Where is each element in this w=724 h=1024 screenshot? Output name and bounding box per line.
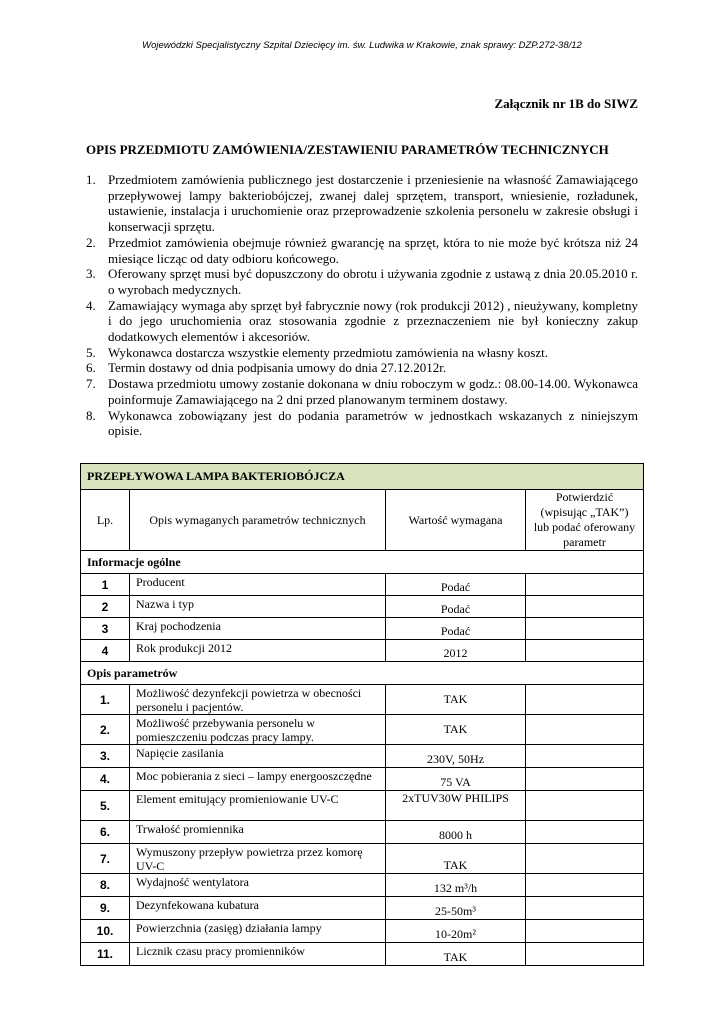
confirm-cell[interactable] — [526, 685, 644, 715]
confirm-cell[interactable] — [526, 745, 644, 768]
confirm-cell[interactable] — [526, 791, 644, 821]
table-row: 4. Moc pobierania z sieci – lampy energooszczędne 75 VA — [81, 768, 644, 791]
table-row: 1. Możliwość dezynfekcji powietrza w obecności personelu i pacjentów. TAK — [81, 685, 644, 715]
confirm-cell[interactable] — [526, 897, 644, 920]
table-row: 6. Trwałość promiennika 8000 h — [81, 821, 644, 844]
confirm-cell[interactable] — [526, 920, 644, 943]
list-item: 3. Oferowany sprzęt musi być dopuszczony do obrotu i używania zgodnie z ustawą z dnia 20.05.2010 r. o wyrobach medycznych. — [86, 266, 638, 297]
table-row: 2. Możliwość przebywania personelu w pomieszczeniu podczas pracy lampy. TAK — [81, 715, 644, 745]
list-item: 4. Zamawiający wymaga aby sprzęt był fabrycznie nowy (rok produkcji 2012) , nieużywany, kompletny i do jego uruchomienia oraz stosowania zgodnie z przeznaczeniem nie był konieczny zakup dodatkowych elementów i akcesoriów. — [86, 297, 638, 345]
group-general: Informacje ogólne — [81, 551, 644, 574]
list-item: 7. Dostawa przedmiotu umowy zostanie dokonana w dniu roboczym w godz.: 08.00-14.00. Wykonawca poinformuje Zamawiającego na 2 dni przed planowanym terminem dostawy. — [86, 376, 638, 407]
table-row: 5. Element emitujący promieniowanie UV-C 2xTUV30W PHILIPS — [81, 791, 644, 821]
table-row: 10. Powierzchnia (zasięg) działania lampy 10-20m² — [81, 920, 644, 943]
list-item: 6. Termin dostawy od dnia podpisania umowy do dnia 27.12.2012r. — [86, 360, 447, 376]
spec-table — [80, 463, 644, 966]
confirm-cell[interactable] — [526, 874, 644, 897]
list-item: 5. Wykonawca dostarcza wszystkie elementy przedmiotu zamówienia na własny koszt. — [86, 344, 548, 360]
confirm-cell[interactable] — [526, 640, 644, 662]
confirm-cell[interactable] — [526, 715, 644, 745]
confirm-cell[interactable] — [526, 596, 644, 618]
header-required-value: Wartość wymagana — [386, 490, 526, 551]
table-row: 2 Nazwa i typ Podać — [81, 596, 644, 618]
header-confirm: Potwierdzić (wpisując „TAK”) lub podać oferowany parametr — [526, 490, 644, 551]
table-row: 9. Dezynfekowana kubatura 25-50m³ — [81, 897, 644, 920]
table-row: 7. Wymuszony przepływ powietrza przez komorę UV-C TAK — [81, 844, 644, 874]
table-row: 8. Wydajność wentylatora 132 m³/h — [81, 874, 644, 897]
table-row: 1 Producent Podać — [81, 574, 644, 596]
header-lp: Lp. — [81, 490, 130, 551]
confirm-cell[interactable] — [526, 821, 644, 844]
list-item: 8. Wykonawca zobowiązany jest do podania parametrów w jednostkach wskazanych z niniejszym opisie. — [86, 407, 638, 439]
annex-label: Załącznik nr 1B do SIWZ — [494, 96, 638, 111]
header-description: Opis wymaganych parametrów technicznych — [130, 490, 386, 551]
confirm-cell[interactable] — [526, 768, 644, 791]
table-row: 11. Licznik czasu pracy promienników TAK — [81, 943, 644, 966]
confirm-cell[interactable] — [526, 618, 644, 640]
confirm-cell[interactable] — [526, 844, 644, 874]
requirements-list — [86, 172, 638, 439]
page-header: Wojewódzki Specjalistyczny Szpital Dziecięcy im. św. Ludwika w Krakowie, znak sprawy: DZP.272-38/12 — [142, 40, 582, 51]
table-row: 4 Rok produkcji 2012 2012 — [81, 640, 644, 662]
confirm-cell[interactable] — [526, 574, 644, 596]
table-row: 3 Kraj pochodzenia Podać — [81, 618, 644, 640]
table-row: 3. Napięcie zasilania 230V, 50Hz — [81, 745, 644, 768]
list-item: 1. Przedmiotem zamówienia publicznego jest dostarczenie i przeniesienie na własność Zamawiającego przepływowej lampy bakteriobójczej, zwanej dalej sprzętem, transport, wniesienie, rozładunek, ustawienie, instalacja i uruchomienie oraz przeprowadzenie szkolenia personelu w zakresie obsługi i konserwacji sprzętu. — [86, 172, 638, 235]
group-parameters: Opis parametrów — [81, 662, 644, 685]
list-item: 2. Przedmiot zamówienia obejmuje również gwarancję na sprzęt, która to nie może być krótsza niż 24 miesiące licząc od daty odbioru końcowego. — [86, 234, 638, 266]
document-title: OPIS PRZEDMIOTU ZAMÓWIENIA/ZESTAWIENIU PARAMETRÓW TECHNICZNYCH — [86, 142, 609, 157]
table-title: PRZEPŁYWOWA LAMPA BAKTERIOBÓJCZA — [81, 464, 644, 490]
confirm-cell[interactable] — [526, 943, 644, 966]
